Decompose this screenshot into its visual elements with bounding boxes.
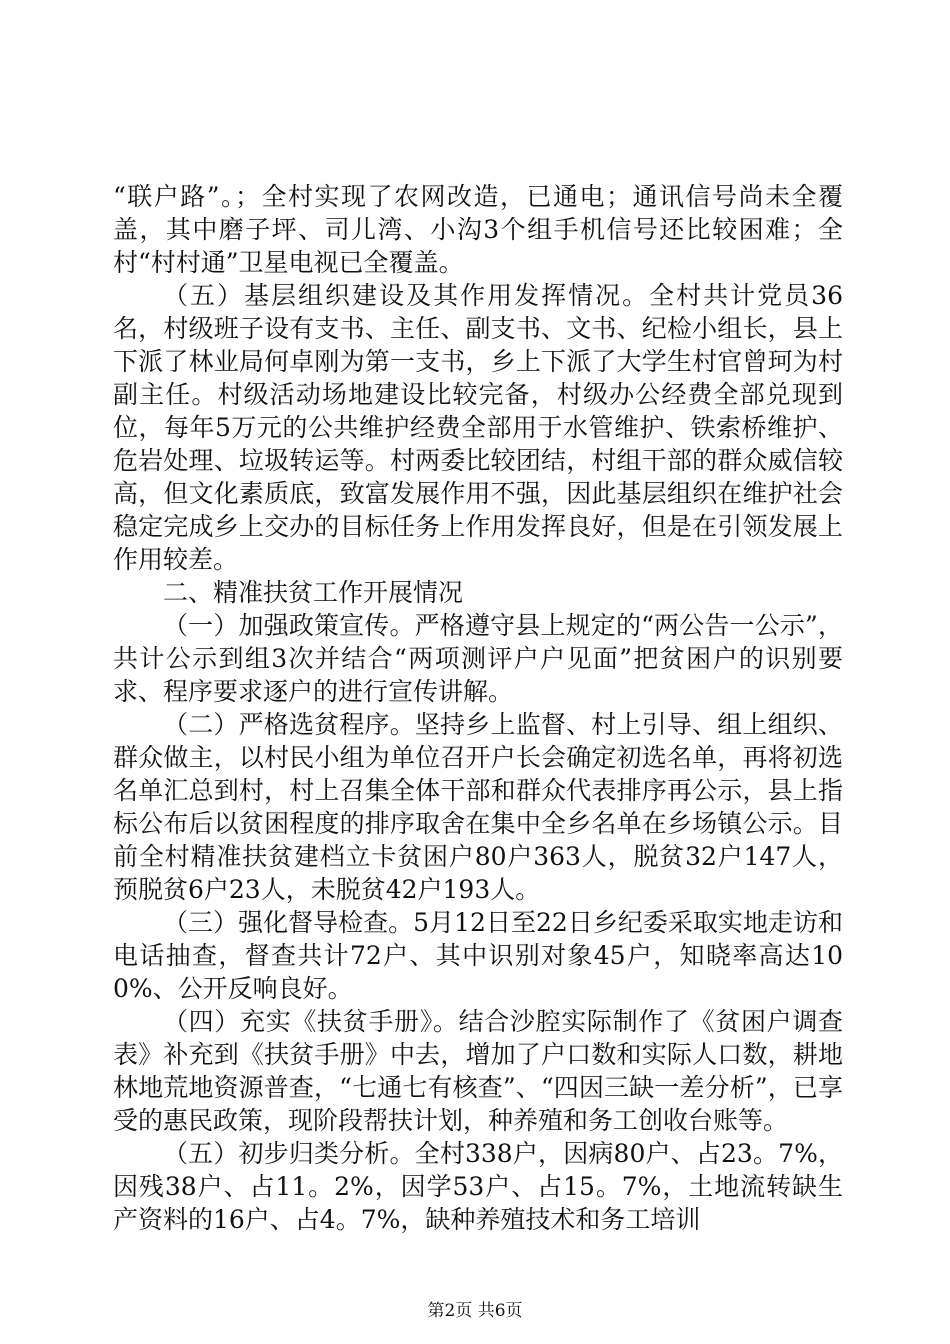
paragraph-classification-analysis: （五）初步归类分析。全村338户，因病80户、占23。7%，因残38户、占11。2%，因学53户、占15。7%，土地流转缺生产资料的16户、占4。7%，缺种养殖技术和务工培训: [113, 1139, 843, 1234]
paragraph-infrastructure-continued: “联户路”。；全村实现了农网改造，已通电；通讯信号尚未全覆盖，其中磨子坪、司儿湾、小沟3个组手机信号还比较困难；全村“村村通”卫星电视已全覆盖。: [113, 182, 843, 277]
paragraph-grassroots-organization: （五）基层组织建设及其作用发挥情况。全村共计党员36名，村级班子设有支书、主任、副支书、文书、纪检小组长，县上下派了林业局何卓刚为第一支书，乡上下派了大学生村官曾珂为村副主任。村级活动场地建设比较完备，村级办公经费全部兑现到位，每年5万元的公共维护经费全部用于水管维护、铁索桥维护、危岩处理、垃圾转运等。村两委比较团结，村组干部的群众威信较高，但文化素质底，致富发展作用不强，因此基层组织在维护社会稳定完成乡上交办的目标任务上作用发挥良好，但是在引领发展上作用较差。: [113, 281, 843, 574]
paragraph-supervision-inspection: （三）强化督导检查。5月12日至22日乡纪委采取实地走访和电话抽查，督查共计72户、其中识别对象45户，知晓率高达100%、公开反响良好。: [113, 908, 843, 1003]
document-body: [113, 180, 843, 1236]
paragraph-policy-publicity: （一）加强政策宣传。严格遵守县上规定的“两公告一公示”，共计公示到组3次并结合“两项测评户户见面”把贫困户的识别要求、程序要求逐户的进行宣传讲解。: [113, 611, 843, 706]
paragraph-poverty-handbook: （四）充实《扶贫手册》。结合沙腔实际制作了《贫困户调查表》补充到《扶贫手册》中去，增加了户口数和实际人口数，耕地林地荒地资源普查，“七通七有核查”、“四因三缺一差分析”，已享受的惠民政策，现阶段帮扶计划，种养殖和务工创收台账等。: [113, 1007, 843, 1135]
section-heading-precision-poverty: 二、精准扶贫工作开展情况: [163, 578, 464, 607]
page-footer: 第2页 共6页: [427, 1301, 523, 1321]
paragraph-selection-procedure: （二）严格选贫程序。坚持乡上监督、村上引导、组上组织、群众做主，以村民小组为单位召开户长会确定初选名单，再将初选名单汇总到村，村上召集全体干部和群众代表排序再公示，县上指标公布后以贫困程度的排序取舍在集中全乡名单在乡场镇公示。目前全村精准扶贫建档立卡贫困户80户363人，脱贫32户147人，预脱贫6户23人，未脱贫42户193人。: [113, 710, 843, 904]
